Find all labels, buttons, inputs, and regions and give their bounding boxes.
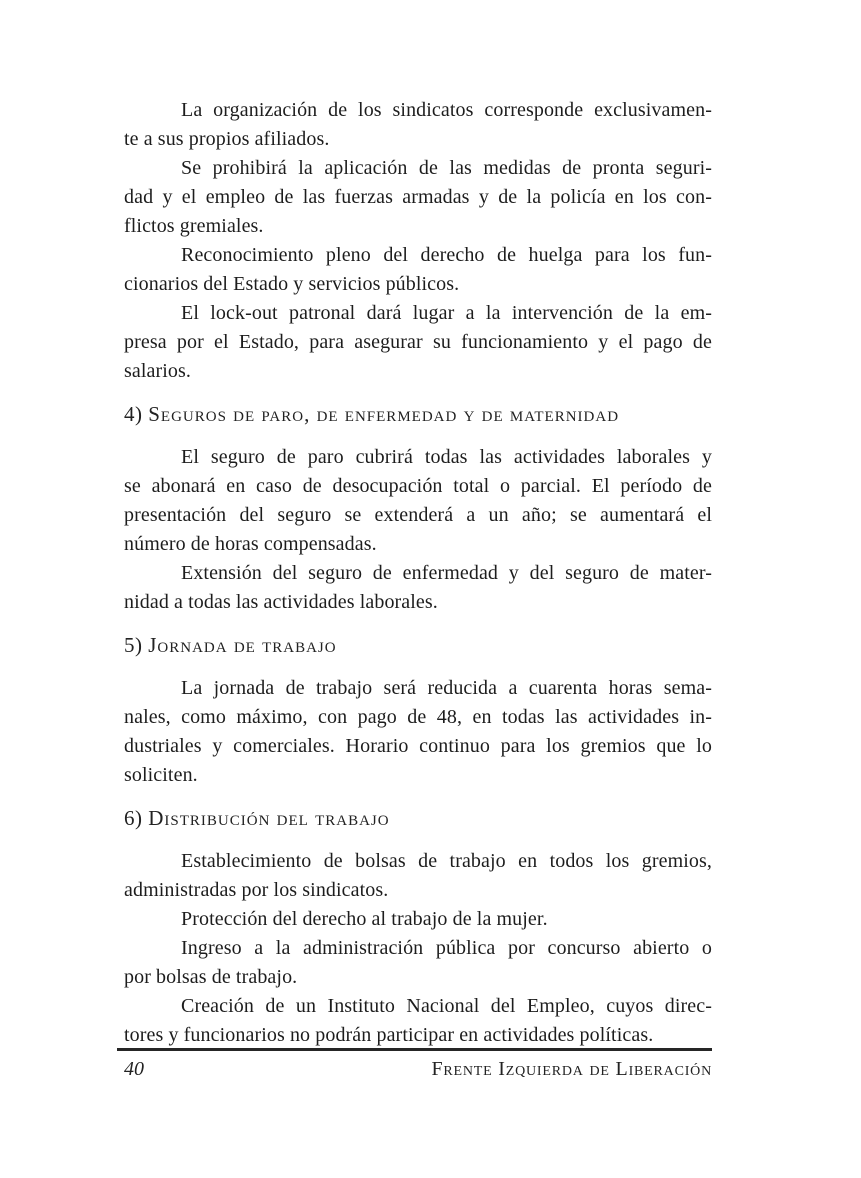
text-line: por bolsas de trabajo. (124, 966, 298, 988)
text-line: La jornada de trabajo será reducida a cuarenta horas sema- (181, 677, 712, 699)
text-line: La organización de los sindicatos corresponde exclusivamen- (181, 99, 712, 121)
section-heading (124, 400, 712, 429)
text-line: soliciten. (124, 764, 198, 786)
text-line: Creación de un Instituto Nacional del Empleo, cuyos direc- (181, 995, 712, 1017)
heading-text: Seguros de paro, de enfermedad y de maternidad (148, 402, 620, 426)
text-line: Establecimiento de bolsas de trabajo en todos los gremios, (181, 850, 712, 872)
text-line: presa por el Estado, para asegurar su funcionamiento y el pago de (124, 331, 712, 353)
text-line: administradas por los sindicatos. (124, 879, 389, 901)
text-line: El seguro de paro cubrirá todas las actividades laborales y (181, 446, 712, 468)
heading-number: 4) (124, 402, 149, 426)
paragraph (124, 559, 712, 617)
text-line: dustriales y comerciales. Horario continuo para los gremios que lo (124, 735, 712, 757)
text-line: Extensión del seguro de enfermedad y del seguro de mater- (181, 562, 712, 584)
page-number: 40 (124, 1058, 144, 1080)
page-body (124, 96, 712, 1050)
paragraph (124, 443, 712, 559)
page-footer (124, 1048, 712, 1081)
heading-number: 6) (124, 806, 149, 830)
text-line: Protección del derecho al trabajo de la mujer. (181, 908, 548, 930)
footer-row (124, 1058, 712, 1081)
paragraph (124, 847, 712, 905)
heading-text: Distribución del trabajo (148, 806, 390, 830)
text-line: nidad a todas las actividades laborales. (124, 591, 438, 613)
text-line: cionarios del Estado y servicios públicos. (124, 273, 460, 295)
paragraph (124, 992, 712, 1050)
paragraph (124, 934, 712, 992)
text-line: te a sus propios afiliados. (124, 128, 330, 150)
text-line: se abonará en caso de desocupación total o parcial. El período de (124, 475, 712, 497)
text-line: Se prohibirá la aplicación de las medidas de pronta seguri- (181, 157, 712, 179)
paragraph (124, 905, 712, 934)
paragraph (124, 154, 712, 241)
text-line: dad y el empleo de las fuerzas armadas y de la policía en los con- (124, 186, 712, 208)
text-line: salarios. (124, 360, 191, 382)
text-line: nales, como máximo, con pago de 48, en todas las actividades in- (124, 706, 712, 728)
text-line: flictos gremiales. (124, 215, 264, 237)
paragraph (124, 299, 712, 386)
text-line: número de horas compensadas. (124, 533, 377, 555)
footer-rule (117, 1048, 712, 1051)
running-title: Frente Izquierda de Liberación (431, 1058, 712, 1080)
text-line: El lock-out patronal dará lugar a la intervención de la em- (181, 302, 712, 324)
paragraph (124, 96, 712, 154)
section-heading (124, 804, 712, 833)
text-line: Reconocimiento pleno del derecho de huelga para los fun- (181, 244, 712, 266)
text-line: presentación del seguro se extenderá a un año; se aumentará el (124, 504, 712, 526)
heading-number: 5) (124, 633, 149, 657)
section-heading (124, 631, 712, 660)
paragraph (124, 241, 712, 299)
heading-text: Jornada de trabajo (148, 633, 337, 657)
paragraph (124, 674, 712, 790)
text-line: tores y funcionarios no podrán participar en actividades políticas. (124, 1024, 654, 1046)
text-line: Ingreso a la administración pública por concurso abierto o (181, 937, 712, 959)
